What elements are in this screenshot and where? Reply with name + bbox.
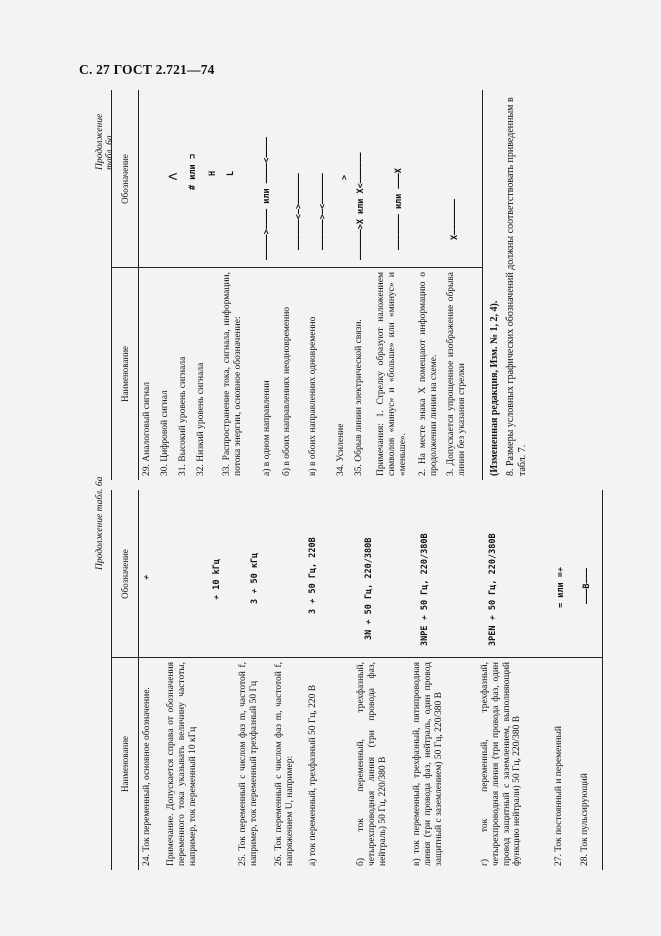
left-row-sym: 3NPE ≁ 50 Гц, 220/380В	[420, 533, 430, 646]
left-row-name: г) ток переменный, трехфазный, четырехпроводная линия (три провода фаз, один провод защитный с заземлением, выполняющий функцию нейтрали) 50 Гц, 220/380 В	[480, 662, 523, 866]
right-row-sym: L	[226, 170, 236, 176]
right-row-sym: ⋀	[168, 173, 178, 180]
right-row-sym: ––––––>–<––––––	[318, 173, 328, 250]
left-col-name-header: Наименование	[112, 658, 139, 870]
right-row-name: 35. Обрыв линии электрической связи.	[354, 319, 364, 476]
right-row-name: 34. Усиление	[336, 423, 346, 476]
left-row-sym: –––В–––	[582, 568, 592, 604]
left-row-name: Примечание. Допускается справа от обозначения переменного тока указывать величину частоты, например, ток переменный 10 кГц	[166, 662, 198, 866]
left-row-name: б) ток переменный, трехфазный, четырехпроводная линия (три провода фаз, нейтраль) 50 Гц, 220/380 В	[356, 662, 388, 866]
left-row-name: 24. Ток переменный, основное обозначение.	[142, 687, 152, 866]
right-table	[111, 90, 483, 480]
right-row-name: 3. Допускается упрощенное изображение обрыва линии без указания стрелки	[446, 272, 467, 476]
right-row-sym: # или ⊐	[188, 154, 198, 190]
right-row-name: 30. Цифровой сигнал	[160, 390, 170, 476]
right-row-name: 33. Распространение тока, сигнала, информации, потока энергии, основное обозначение:	[222, 272, 243, 476]
right-row-sym: –––––>–––– или ––––<––––	[262, 137, 272, 260]
left-row-sym: ≁	[142, 574, 152, 580]
right-divider	[112, 267, 482, 268]
right-row-sym: H	[208, 170, 218, 176]
left-row-sym: 3N ≁ 50 Гц, 220/380В	[364, 537, 374, 640]
left-col-sym-header: Обозначение	[112, 490, 139, 658]
right-col-name-header: Наименование	[112, 268, 139, 480]
right-table-caption: Продолжение табл. 6а	[95, 113, 115, 170]
left-divider	[112, 657, 602, 658]
left-row-sym: 3 ≁ 50 Гц, 220В	[308, 537, 318, 614]
right-row-sym: ––––––– или –––X	[394, 168, 404, 250]
left-row-sym: 3 ≁ 50 кГц	[250, 552, 260, 604]
left-row-sym: 3PEN ≁ 50 Гц, 220/380В	[488, 533, 498, 646]
left-row-sym: ≁ 10 kГц	[212, 559, 222, 600]
right-row-name: а) в одном направлении	[262, 380, 272, 476]
right-col-sym-header: Обозначение	[112, 90, 139, 268]
left-table	[111, 490, 603, 870]
right-row-sym: ––––––<–>––––––	[294, 173, 304, 250]
right-row-name: 29. Аналоговый сигнал	[142, 381, 152, 476]
right-row-sym: X–––––––	[450, 199, 460, 240]
left-row-name: в) ток переменный, трехфазный, пятипроводная линия (три провода фаз, нейтраль, один провод защитный с заземлением) 50 Гц, 220/380 В	[412, 662, 444, 866]
right-row-name: в) в обоих направлениях одновременно	[308, 316, 318, 476]
footnote-revision: (Измененная редакция, Изм. № 1, 2, 4).	[489, 300, 500, 476]
right-row-name: б) в обоих направлениях неодновременно	[282, 306, 292, 476]
right-row-name: 2. На месте знака X помещают информацию о продолжении линии на схеме.	[418, 272, 439, 476]
right-row-name: 31. Высокий уровень сигнала	[178, 356, 188, 476]
right-row-sym: ––––––>X или X<––––––	[356, 152, 366, 260]
left-row-name: а) ток переменный, трехфазный 50 Гц, 220 В	[308, 684, 318, 866]
footnote-text: 8. Размеры условных графических обозначений должны соответствовать приведенным в табл. 7.	[505, 97, 528, 476]
rotated-sheet	[93, 90, 603, 870]
left-row-name: 28. Ток пульсирующий	[580, 773, 590, 866]
left-table-caption: Продолжение табл. 6а	[95, 476, 105, 570]
left-row-name: 27. Ток постоянный и переменный	[554, 726, 564, 866]
right-row-name: Примечания: 1. Стрелку образуют наложением символов «минус» и «больше» или «минус» и «меньше».	[376, 272, 408, 476]
right-row-name: 32. Низкий уровень сигнала	[196, 362, 206, 476]
left-row-name: 25. Ток переменный с числом фаз m, частотой f, например, ток переменный трехфазный 50 Гц	[238, 662, 259, 866]
left-row-name: 26. Ток переменный с числом фаз m, частотой f, напряжением U, например:	[274, 662, 295, 866]
right-row-sym: >	[340, 174, 350, 180]
left-row-sym: ≂ или =≁	[556, 567, 566, 608]
page-header: С. 27 ГОСТ 2.721—74	[79, 62, 215, 77]
